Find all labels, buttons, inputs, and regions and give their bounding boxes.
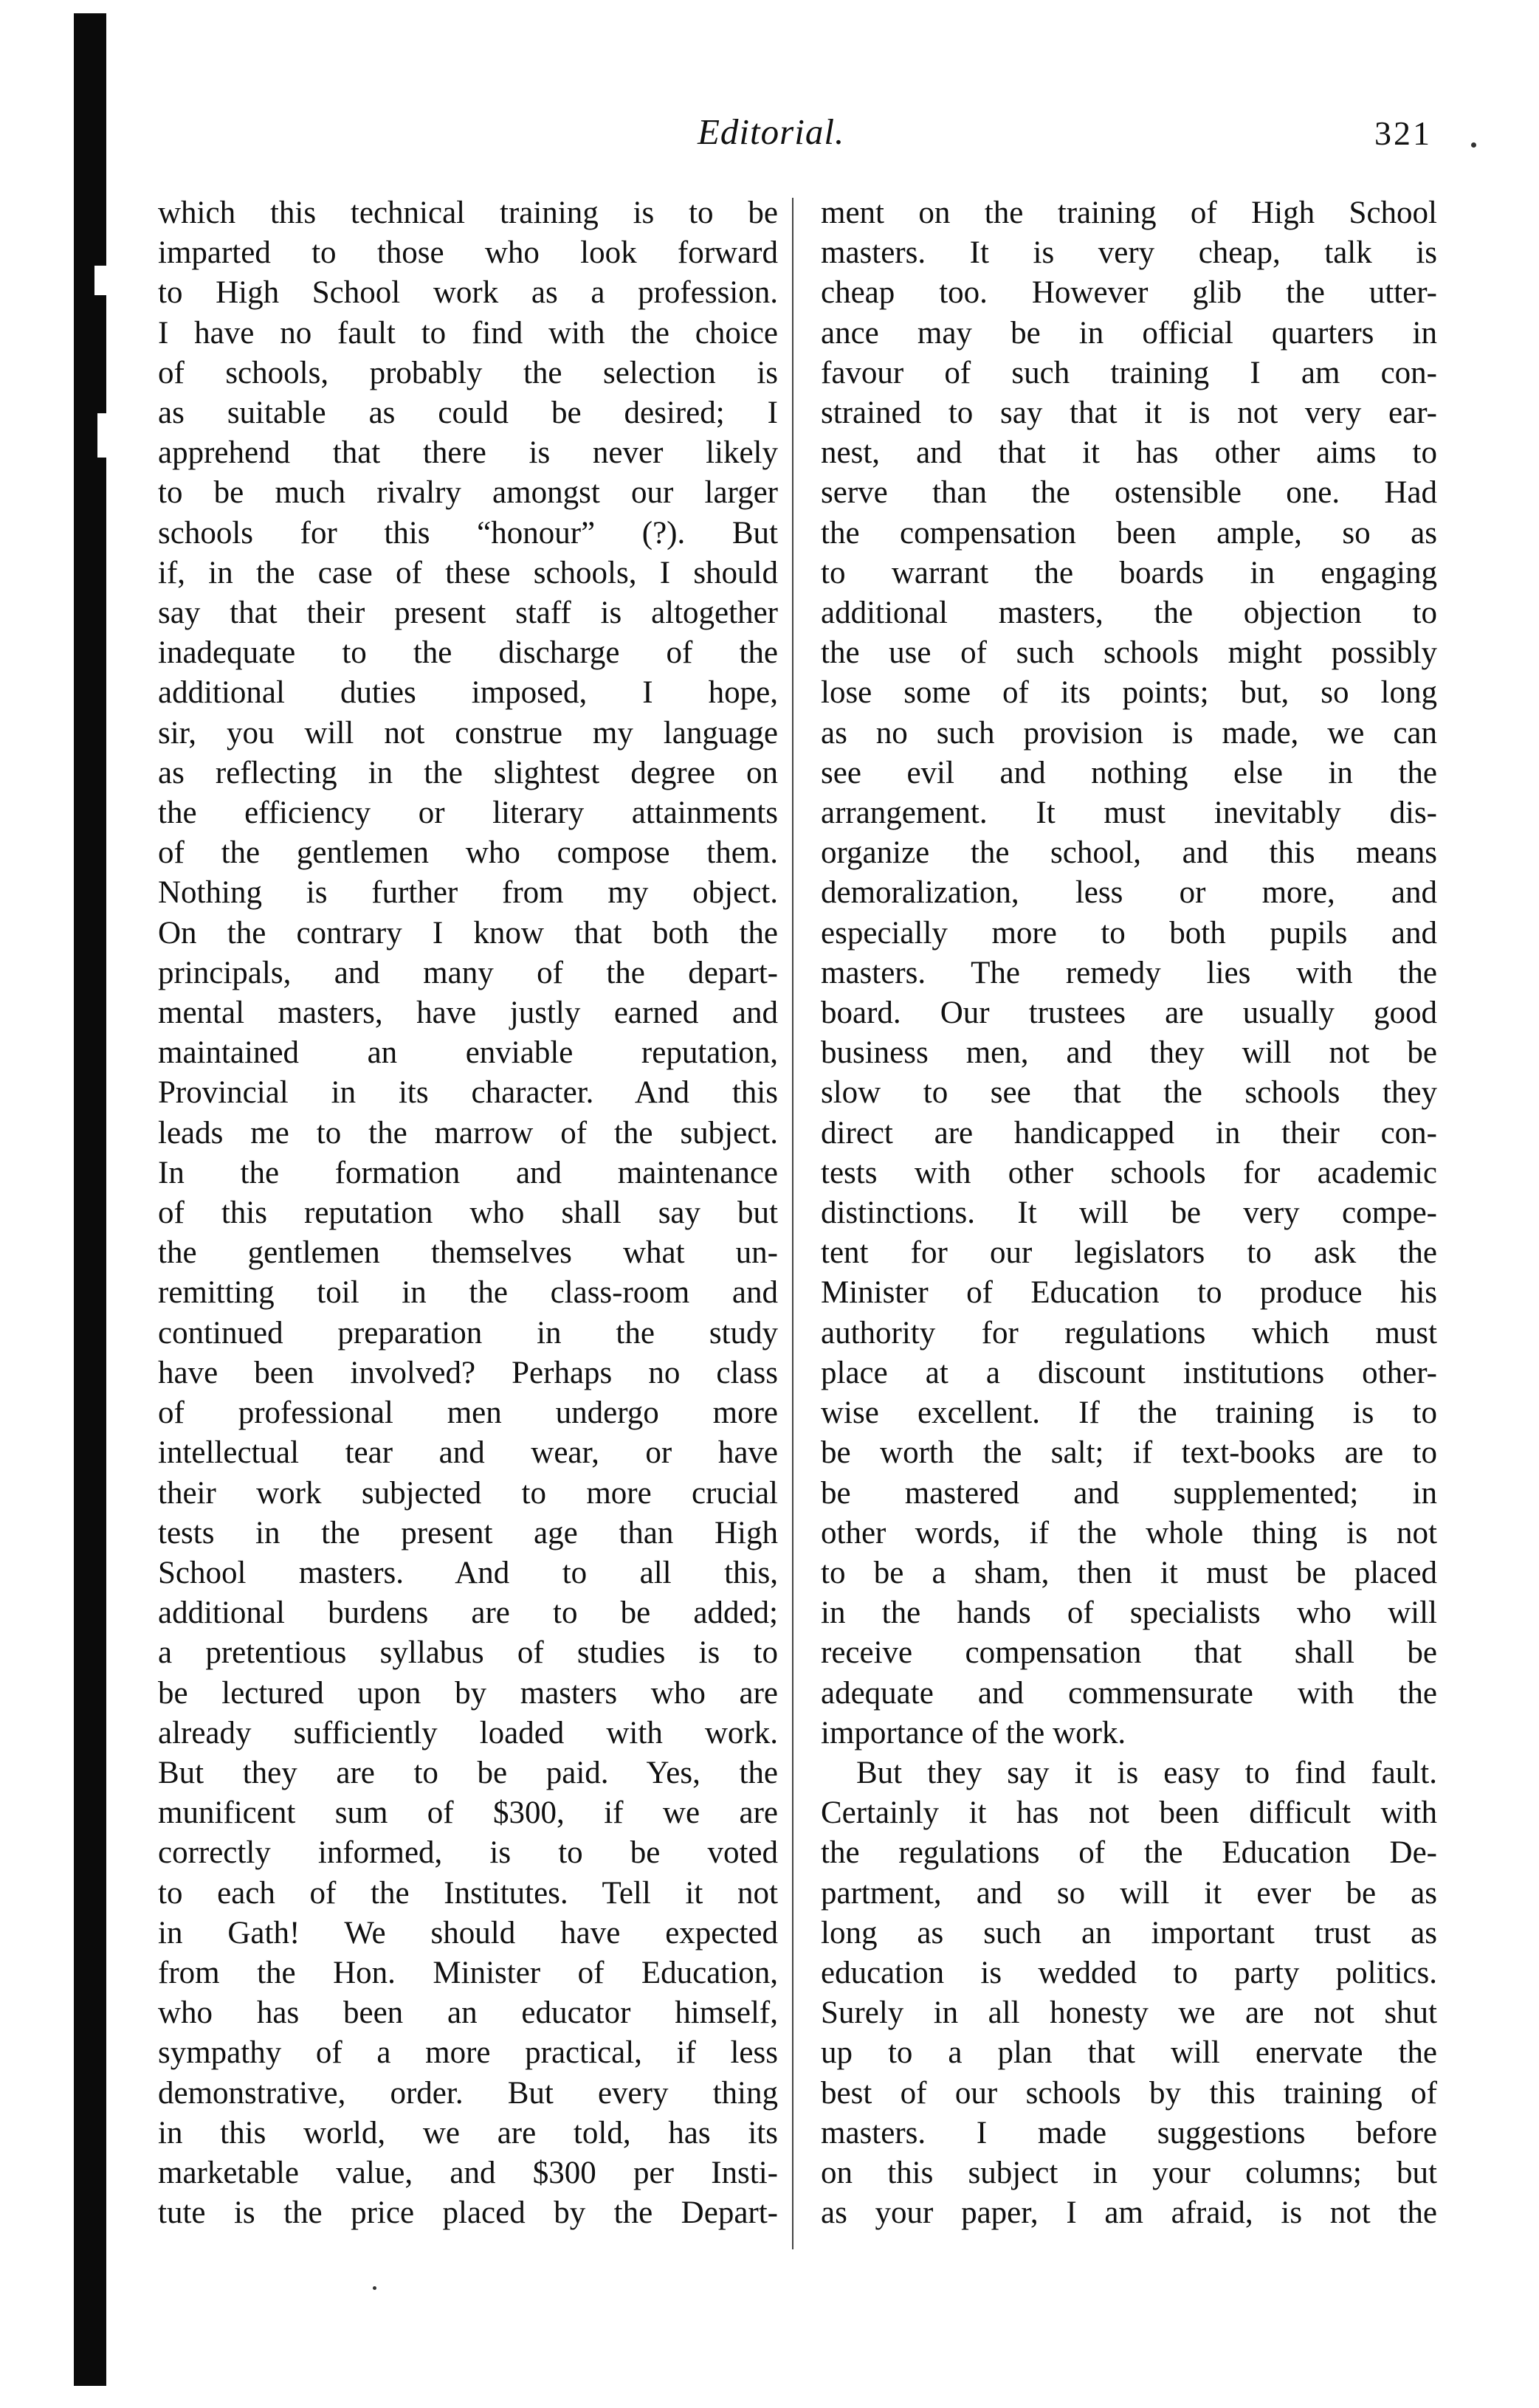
text-line: ance may be in official quarters in: [821, 315, 1437, 351]
text-line: adequate and commensurate with the: [821, 1675, 1437, 1711]
text-line: School masters. And to all this,: [158, 1555, 778, 1590]
text-line: the compensation been ample, so as: [821, 515, 1437, 551]
text-line: additional duties imposed, I hope,: [158, 675, 778, 711]
text-line: best of our schools by this training of: [821, 2075, 1437, 2111]
stray-mark: [373, 2286, 376, 2290]
text-line: masters. I made suggestions before: [821, 2115, 1437, 2150]
text-line: in the hands of specialists who will: [821, 1595, 1437, 1631]
page-number: 321: [1374, 114, 1432, 152]
scan-binding-edge: [74, 13, 106, 2386]
text-line: be mastered and supplemented; in: [821, 1475, 1437, 1511]
text-line: a pretentious syllabus of studies is to: [158, 1635, 778, 1671]
text-line: demoralization, less or more, and: [821, 875, 1437, 911]
text-line: the efficiency or literary attainments: [158, 796, 778, 831]
text-line: from the Hon. Minister of Education,: [158, 1955, 778, 1990]
text-line: Nothing is further from my object.: [158, 875, 778, 911]
text-line: principals, and many of the depart-: [158, 955, 778, 990]
text-line: to each of the Institutes. Tell it not: [158, 1875, 778, 1911]
text-line: maintained an enviable reputation,: [158, 1035, 778, 1071]
text-line: Surely in all honesty we are not shut: [821, 1995, 1437, 2031]
text-line: strained to say that it is not very ear-: [821, 396, 1437, 431]
text-line: slow to see that the schools they: [821, 1075, 1437, 1111]
text-line: correctly informed, is to be voted: [158, 1835, 778, 1871]
text-line: of the gentlemen who compose them.: [158, 835, 778, 871]
text-line: Certainly it has not been difficult with: [821, 1795, 1437, 1831]
text-line: be worth the salt; if text-books are to: [821, 1435, 1437, 1471]
text-line: see evil and nothing else in the: [821, 755, 1437, 790]
running-head: [0, 111, 1539, 162]
text-line: Provincial in its character. And this: [158, 1075, 778, 1111]
scan-edge-notch: [97, 413, 106, 458]
text-line: cheap too. However glib the utter-: [821, 275, 1437, 311]
text-line: I have no fault to find with the choice: [158, 315, 778, 351]
text-line: schools for this “honour” (?). But: [158, 515, 778, 551]
text-line: place at a discount institutions other-: [821, 1355, 1437, 1390]
text-line: In the formation and maintenance: [158, 1155, 778, 1190]
text-line: arrangement. It must inevitably dis-: [821, 796, 1437, 831]
left-text-column: [158, 193, 778, 2233]
text-line: especially more to both pupils and: [821, 915, 1437, 951]
text-line: their work subjected to more crucial: [158, 1475, 778, 1511]
text-line: Minister of Education to produce his: [821, 1275, 1437, 1311]
text-line: intellectual tear and wear, or have: [158, 1435, 778, 1471]
text-line: to High School work as a profession.: [158, 275, 778, 311]
stray-mark: [1471, 142, 1476, 148]
text-line: as reflecting in the slightest degree on: [158, 755, 778, 790]
text-line: to be much rivalry amongst our larger: [158, 475, 778, 511]
text-line: tute is the price placed by the Depart-: [158, 2195, 778, 2231]
text-line: lose some of its points; but, so long: [821, 675, 1437, 711]
text-line: who has been an educator himself,: [158, 1995, 778, 2031]
text-line: additional masters, the objection to: [821, 596, 1437, 631]
text-line: have been involved? Perhaps no class: [158, 1355, 778, 1390]
text-line: board. Our trustees are usually good: [821, 996, 1437, 1031]
text-line: which this technical training is to be: [158, 196, 778, 230]
text-line: up to a plan that will enervate the: [821, 2035, 1437, 2071]
text-line: say that their present staff is altogether: [158, 596, 778, 631]
text-line: in Gath! We should have expected: [158, 1915, 778, 1950]
text-line: On the contrary I know that both the: [158, 915, 778, 951]
text-line: direct are handicapped in their con-: [821, 1115, 1437, 1150]
text-line: apprehend that there is never likely: [158, 435, 778, 471]
text-line: as your paper, I am afraid, is not the: [821, 2195, 1437, 2231]
text-line: the regulations of the Education De-: [821, 1835, 1437, 1871]
text-line: as no such provision is made, we can: [821, 715, 1437, 751]
text-line: if, in the case of these schools, I should: [158, 555, 778, 590]
text-line: distinctions. It will be very compe-: [821, 1196, 1437, 1231]
text-line: other words, if the whole thing is not: [821, 1515, 1437, 1550]
text-line: already sufficiently loaded with work.: [158, 1715, 778, 1750]
text-line: sir, you will not construe my language: [158, 715, 778, 751]
text-line: tent for our legislators to ask the: [821, 1235, 1437, 1271]
text-line: on this subject in your columns; but: [821, 2155, 1437, 2190]
text-line: in this world, we are told, has its: [158, 2115, 778, 2150]
text-line: inadequate to the discharge of the: [158, 635, 778, 671]
text-line: importance of the work.: [821, 1715, 1126, 1750]
text-line: receive compensation that shall be: [821, 1635, 1437, 1671]
text-line: marketable value, and $300 per Insti-: [158, 2155, 778, 2190]
right-text-column: [821, 193, 1437, 2233]
column-rule: [792, 198, 793, 2249]
text-line: wise excellent. If the training is to: [821, 1396, 1437, 1431]
text-line: of professional men undergo more: [158, 1396, 778, 1431]
text-line: favour of such training I am con-: [821, 355, 1437, 390]
text-line: of this reputation who shall say but: [158, 1196, 778, 1231]
text-line: authority for regulations which must: [821, 1315, 1437, 1350]
text-line: be lectured upon by masters who are: [158, 1675, 778, 1711]
text-line: of schools, probably the selection is: [158, 355, 778, 390]
text-line: serve than the ostensible one. Had: [821, 475, 1437, 511]
text-line: the use of such schools might possibly: [821, 635, 1437, 671]
text-line: continued preparation in the study: [158, 1315, 778, 1350]
text-line: leads me to the marrow of the subject.: [158, 1115, 778, 1150]
text-line: mental masters, have justly earned and: [158, 996, 778, 1031]
text-line: ment on the training of High School: [821, 196, 1437, 230]
text-line: imparted to those who look forward: [158, 235, 778, 271]
text-line: as suitable as could be desired; I: [158, 396, 778, 431]
text-line: long as such an important trust as: [821, 1915, 1437, 1950]
scan-edge-notch: [94, 266, 106, 295]
text-line: But they are to be paid. Yes, the: [158, 1755, 778, 1790]
text-line: masters. The remedy lies with the: [821, 955, 1437, 990]
text-line: the gentlemen themselves what un-: [158, 1235, 778, 1271]
running-head-title: Editorial.: [698, 111, 845, 152]
text-line: tests in the present age than High: [158, 1515, 778, 1550]
text-line: nest, and that it has other aims to: [821, 435, 1437, 471]
text-line: education is wedded to party politics.: [821, 1955, 1437, 1990]
text-line: masters. It is very cheap, talk is: [821, 235, 1437, 271]
text-line: munificent sum of $300, if we are: [158, 1795, 778, 1831]
text-line: to warrant the boards in engaging: [821, 555, 1437, 590]
text-line: additional burdens are to be added;: [158, 1595, 778, 1631]
text-line: to be a sham, then it must be placed: [821, 1555, 1437, 1590]
text-line: tests with other schools for academic: [821, 1155, 1437, 1190]
text-line: sympathy of a more practical, if less: [158, 2035, 778, 2071]
text-line: business men, and they will not be: [821, 1035, 1437, 1071]
text-line: demonstrative, order. But every thing: [158, 2075, 778, 2111]
text-line: organize the school, and this means: [821, 835, 1437, 871]
text-line: remitting toil in the class-room and: [158, 1275, 778, 1311]
text-line: But they say it is easy to find fault.: [856, 1755, 1437, 1790]
text-line: partment, and so will it ever be as: [821, 1875, 1437, 1911]
